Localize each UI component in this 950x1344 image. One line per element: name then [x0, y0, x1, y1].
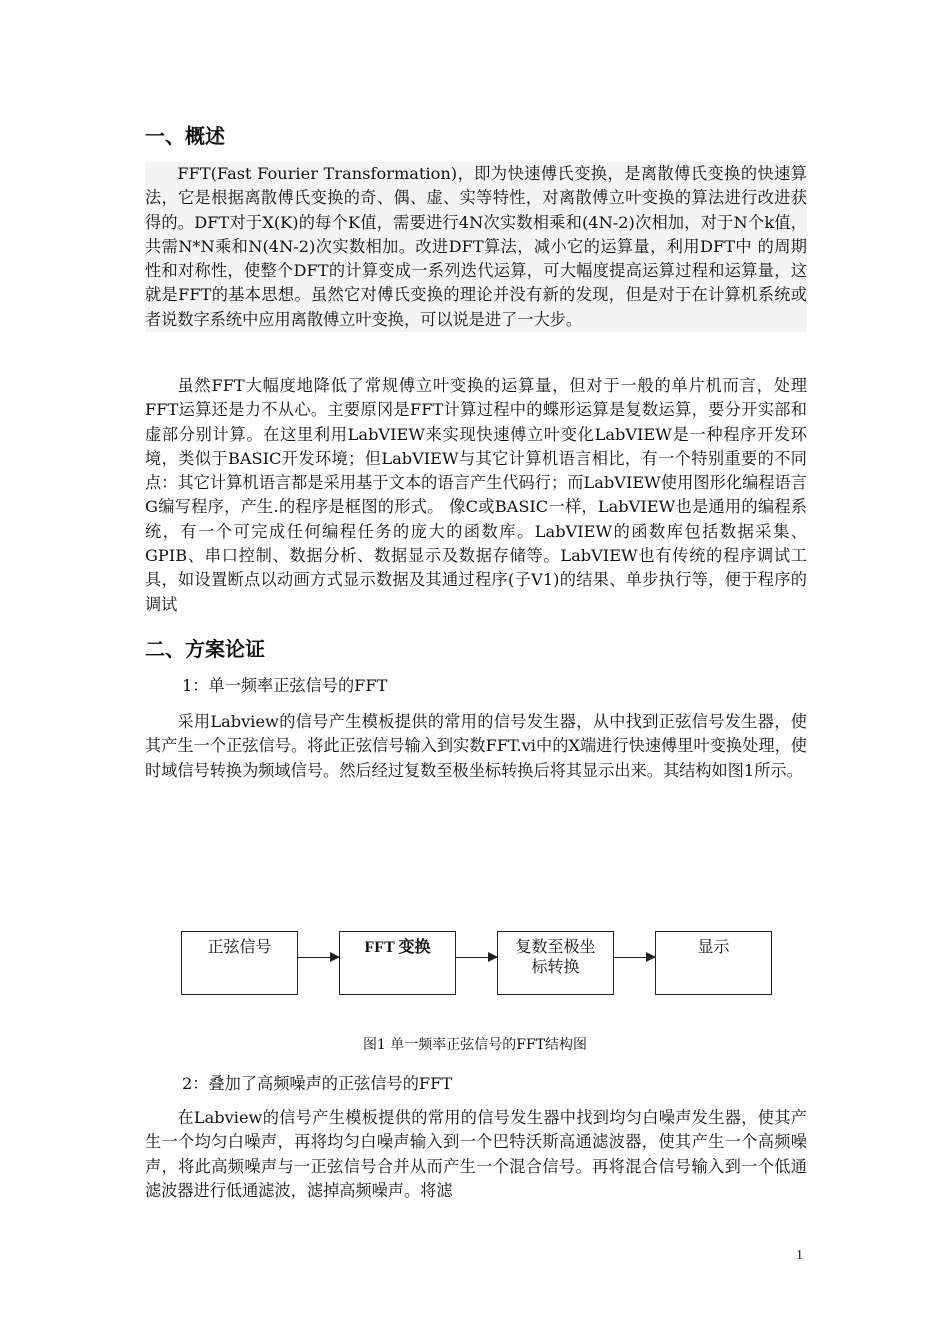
figure-1-caption: 图1 单一频率正弦信号的FFT结构图 — [362, 1037, 588, 1053]
flow-box-fft-label: FFT 变换 — [364, 939, 431, 956]
flow-box-complex-to-polar — [497, 931, 614, 995]
section-heading-scheme: 二、方案论证 — [145, 637, 265, 661]
flow-box-complex-to-polar-line2: 标转换 — [531, 959, 580, 976]
flow-box-display — [655, 931, 772, 995]
flow-arrow-2 — [456, 957, 497, 958]
flow-box-fft — [339, 931, 456, 995]
section-heading-overview: 一、概述 — [145, 124, 225, 148]
page-number: 1 — [796, 1248, 803, 1263]
subsection-paragraph-2: 在Labview的信号产生模板提供的常用的信号发生器中找到均匀白噪声发生器，使其产生一个均匀白噪声，再将均匀白噪声输入到一个巴特沃斯高通滤波器，使其产生一个高频噪声，将此高频噪声与一正弦信号合并从而产生一个混合信号。再将混合信号输入到一个低通滤波器进行低通滤波，滤掉高频噪声。将滤 — [145, 1108, 807, 1200]
subsection-title-1: 1：单一频率正弦信号的FFT — [182, 676, 388, 695]
subsection-title-2: 2：叠加了高频噪声的正弦信号的FFT — [182, 1074, 453, 1093]
flow-arrow-1 — [298, 957, 339, 958]
flow-box-sine-signal — [181, 931, 298, 995]
flow-box-display-label: 显示 — [697, 939, 730, 956]
flow-box-complex-to-polar-line1: 复数至极坐 — [515, 939, 596, 956]
overview-paragraph-2: 虽然FFT大幅度地降低了常规傅立叶变换的运算量，但对于一般的单片机而言，处理FFT运算还是力不从心。主要原冈是FFT计算过程中的蝶形运算是复数运算，要分开实部和虚部分别计算。在这里利用LabVIEW来实现快速傅立叶变化LabVIEW是一种程序开发环境，类似于BASIC开发环境；但LabVIEW与其它计算机语言相比，有一个特别重要的不同点：其它计算机语言都是采用基于文本的语言产生代码行；而LabVIEW使用图形化编程语言G编写程序，产生.的程序是框图的形式。 像C或BASIC一样，LabVIEW也是通用的编程系统，有一个可完成任何编程任务的庞大的函数库。LabVIEW的函数库包括数据采集、GPIB、串口控制、数据分析、数据显示及数据存储等。LabVIEW也有传统的程序调试工具，如设置断点以动画方式显示数据及其通过程序(子V1)的结果、单步执行等，便于程序的调试 — [145, 376, 807, 614]
overview-paragraph-1: FFT(Fast Fourier Transformation)，即为快速傅氏变换，是离散傅氏变换的快速算法，它是根据离散傅氏变换的奇、偶、虚、实等特性，对离散傅立叶变换的算法进行改进获得的。DFT对于X(K)的每个K值，需要进行4N次实数相乘和(4N-2)次相加，对于N个k值，共需N*N乘和N(4N-2)次实数相加。改进DFT算法，减小它的运算量，利用DFT中 的周期性和对称性，使整个DFT的计算变成一系列迭代运算，可大幅度提高运算过程和运算量，这就是FFT的基本思想。虽然它对傅氏变换的理论并没有新的发现，但是对于在计算机系统或者说数字系统中应用离散傅立叶变换，可以说是进了一大步。 — [145, 162, 807, 332]
subsection-paragraph-1: 采用Labview的信号产生模板提供的常用的信号发生器，从中找到正弦信号发生器，使其产生一个正弦信号。将此正弦信号输入到实数FFT.vi中的X端进行快速傅里叶变换处理，使时域信号转换为频域信号。然后经过复数至极坐标转换后将其显示出来。其结构如图1所示。 — [145, 712, 807, 780]
flow-arrow-3 — [614, 957, 655, 958]
flow-box-sine-signal-label: 正弦信号 — [207, 939, 272, 956]
